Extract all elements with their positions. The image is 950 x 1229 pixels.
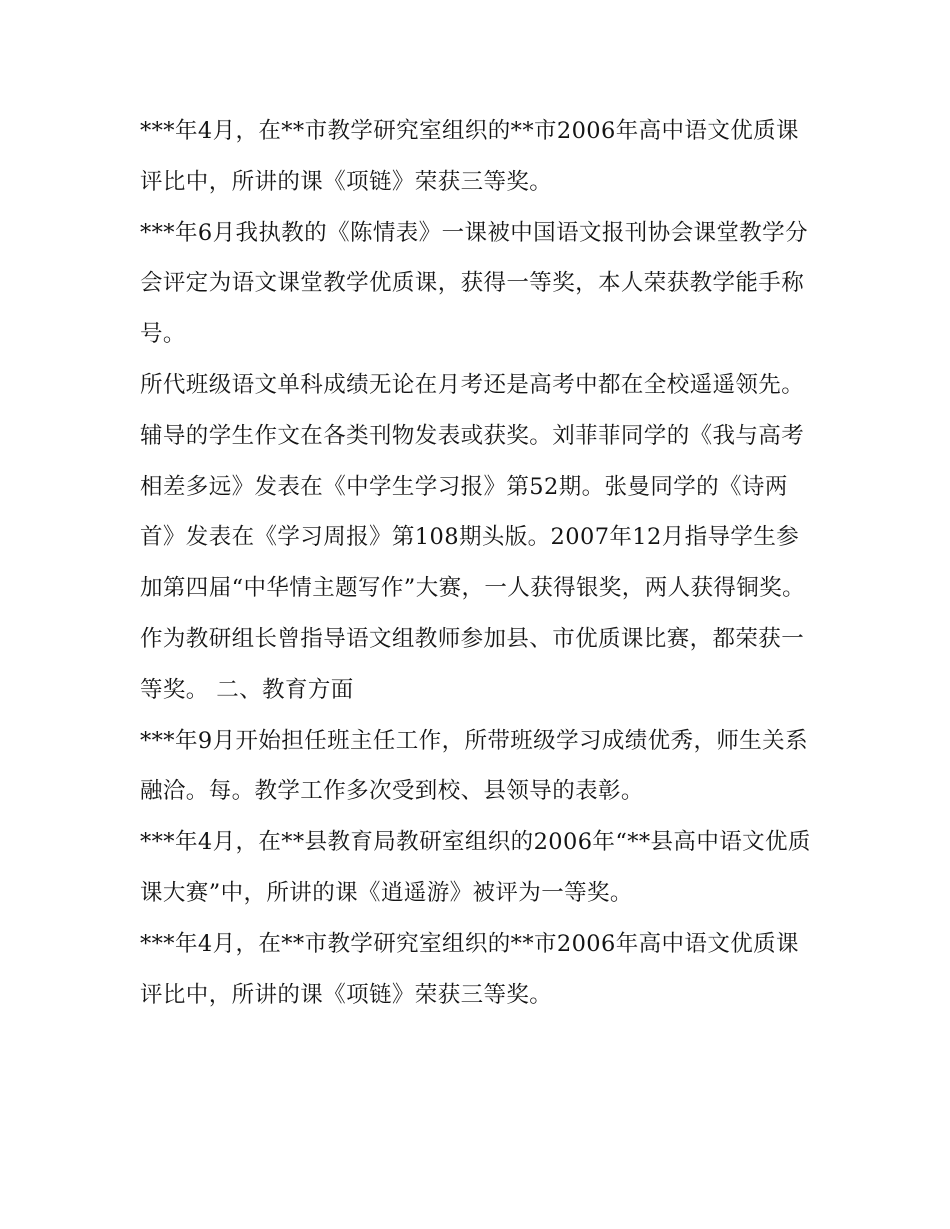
paragraph-award-necklace-2006: ***年4月，在**市教学研究室组织的**市2006年高中语文优质课评比中，所讲的课《项链》荣获三等奖。 [140, 118, 799, 195]
paragraph-head-teacher: ***年9月开始担任班主任工作，所带班级学习成绩优秀，师生关系融洽。每。教学工作多次受到校、县领导的表彰。 [140, 727, 808, 805]
paragraph-class-results: 所代班级语文单科成绩无论在月考还是高考中都在全校遥遥领先。 [140, 371, 805, 398]
paragraph-award-chenqingbiao: ***年6月我执教的《陈情表》一课被中国语文报刊协会课堂教学分会评定为语文课堂教学优质课，获得一等奖，本人荣获教学能手称号。 [140, 219, 808, 348]
paragraph-teaching-group: 作为教研组长曾指导语文组教师参加县、市优质课比赛，都荣获一等奖。 二、教育方面 [140, 625, 805, 703]
paragraph-award-xiaoyaoyou: ***年4月，在**县教育局教研室组织的2006年“**县高中语文优质课大赛”中，所讲的课《逍遥游》被评为一等奖。 [140, 829, 811, 906]
document-body [140, 106, 816, 1020]
paragraph-award-necklace-repeat: ***年4月，在**市教学研究室组织的**市2006年高中语文优质课评比中，所讲的课《项链》荣获三等奖。 [140, 930, 799, 1008]
paragraph-student-writing: 辅导的学生作文在各类刊物发表或获奖。刘菲菲同学的《我与高考相差多远》发表在《中学生学习报》第52期。张曼同学的《诗两首》发表在《学习周报》第108期头版。2007年12月指导学生参加第四届“中华情主题写作”大赛，一人获得银奖，两人获得铜奖。 [140, 422, 806, 602]
